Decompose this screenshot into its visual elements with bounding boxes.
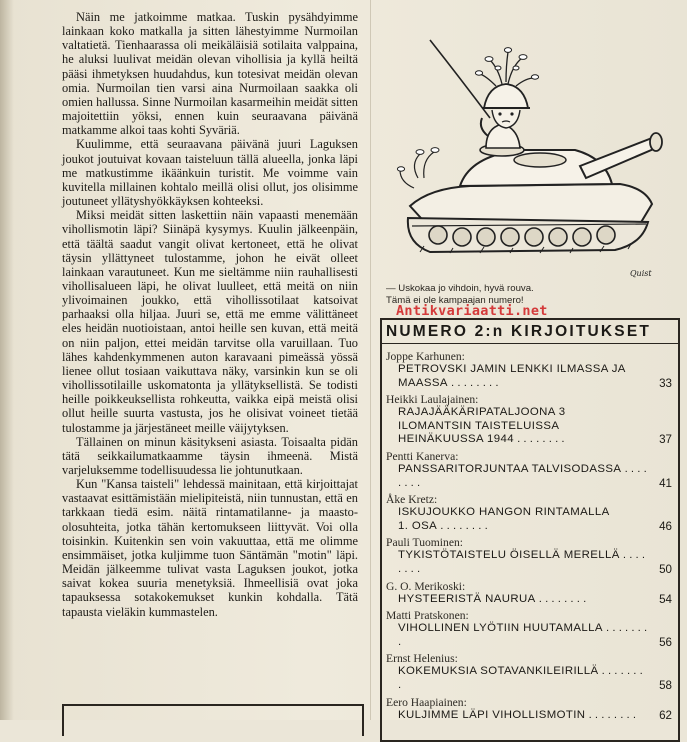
toc-author: Joppe Karhunen: [386,350,465,363]
tank-cartoon [390,38,680,283]
toc-title: PANSSARITORJUNTAA TALVISODASSA . . . [382,463,678,490]
toc-entry[interactable] [382,393,678,447]
toc-author: Eero Haapiainen: [386,695,467,709]
page-spine-shadow [0,0,14,720]
next-article-box [62,704,364,736]
toc-title: VIHOLLINEN LYÖTIIN HUUTAMALLA . . . [382,622,678,649]
table-of-contents [380,318,680,742]
toc-title: KOKEMUKSIA SOTAVANKILEIRILLÄ . . . [382,665,678,692]
toc-entry[interactable] [382,536,678,576]
toc-entry[interactable] [382,580,678,607]
toc-title: RAJAJÄÄKÄRIPATALJOONA 3 [398,406,566,419]
toc-entries [382,350,678,725]
toc-author: Pauli Tuominen: [386,536,463,550]
toc-page-number: 41 [659,476,672,490]
toc-page-number: 54 [659,592,672,606]
toc-title: HEINÄKUUSSA 1944 . . . [382,433,678,447]
toc-entry[interactable] [382,450,678,490]
toc-title: HYSTEERISTÄ NAURUA . . . [382,593,678,607]
article-paragraph: Miksi meidät sitten laskettiin näin vapaasti menemään vihollismotin läpi? Siinäpä kysymys. Kuulin jälkeenpäin, että täältä saadut vangit olivat kertoneet, että he olivat täysin yllättyneet tulostamme, johon he eivät olleet lainkaan varautuneet. Kun me sieltämme niin rauhallisesti vihollisalueen läpi, he olivat luulleet, että meitä on niin ylivoimainen joukko, että vihollissotilaat katsoivat parhaaksi olla hiljaa. Juuri se, että me emme välittäneet eles heidän nuotioistaan, antoi heille sen kuvan, että meitä on niin paljon, ettei meidän tarvitse olla varuillaan. Tuo lähes kahdenkymmenen auton karavaani pimeässä yössä lienee ollut tosiaan vaikuttava näky, varsinkin kun se oli vihollissotilaille uskomatonta ja yllätyksellistä. Se todisti heille poikkeuksellista rohkeutta, vaikka eipä meistä olisi ollut heille suurta vastusta, jos he olisivat voineet tietää tulostamme ja järjestäneet meille väijytyksen. [62,208,358,435]
toc-entry[interactable] [382,493,678,533]
toc-page-number: 50 [659,562,672,576]
toc-title: MAASSA . . . [382,377,678,391]
article-paragraph: Kun "Kansa taisteli" lehdessä mainitaan, että kirjoittajat vastaavat esittämistään mielipiteistä, niin tunnustan, että en tarkkaan tiedä esim. näitä rintamatilanne- ja maasto-olosuhteita, jotka tähän kertomukseen liittyvät. Voi olla toisinkin. Kuitenkin sen voin vakuuttaa, että me olimme ensimmäiset, jotka kuljimme tuon Säntämän "motin" läpi. Meidän jälkeemme tulivat vasta Laguksen joukot, jotka saivat kokea suuria menetyksiä. Ihmeellisiä ovat joka tapauksessa sotakokemukset kunkin kohdalla. Tätä tapausta vieläkin kummastelen. [62,477,358,619]
toc-page-number: 56 [659,635,672,649]
toc-author: G. O. Merikoski: [386,579,466,593]
article-paragraph: Tällainen on minun käsitykseni asiasta. Toisaalta pidän tätä seikkailumatkaamme täysin ihmeenä. Mistä varjeluksemme todellisuudessa lie johtunutkaan. [62,434,358,477]
article-paragraph: Kuulimme, että seuraavana päivänä juuri Laguksen joukot joutuivat kovaan taisteluun tällä alueella, jonka läpi me matkustimme ikäänkuin turistit. Me voimme vain kuvitella millainen kohtalo meillä olisi ollut, jos olisimme joutuneet yllätyshyökkäyksen kohteeksi. [62,137,358,209]
toc-title: ILOMANTSIN TAISTELUISSA [398,419,560,432]
toc-title: KULJIMME LÄPI VIHOLLISMOTIN . . . [382,709,678,723]
toc-author: Pentti Kanerva: [386,449,459,463]
column-divider [370,0,371,720]
cartoonist-signature: Quist [630,269,652,278]
toc-page-number: 58 [659,678,672,692]
toc-title: 1. OSA . . . [382,520,678,534]
watermark-text: Antikvariaatti.net [396,303,548,319]
toc-author: Ernst Helenius: [386,652,458,666]
toc-title: PETROVSKI JAMIN LENKKI ILMASSA JA [398,363,626,375]
toc-page-number: 62 [659,708,672,722]
toc-author: Matti Pratskonen: [386,609,469,623]
caption-line: Tämä ei ole kampaajan numero! [386,294,524,306]
toc-entry[interactable] [382,350,678,390]
toc-page-number: 46 [659,519,672,533]
toc-author: Åke Kretz: [386,493,438,507]
toc-page-number: 33 [659,376,672,390]
caption-line: — Uskokaa jo vihdoin, hyvä rouva. [386,283,534,294]
toc-author: Heikki Laulajainen: [386,393,479,407]
toc-entry[interactable] [382,696,678,723]
toc-page-number: 37 [659,433,672,447]
article-text [62,10,358,619]
toc-entry[interactable] [382,609,678,649]
article-paragraph: Näin me jatkoimme matkaa. Tuskin pysähdyimme lainkaan koko matkalla ja sitten lähestyimme Nurmoilan valtatietä. Tienhaarassa oli meikäläisiä sotilaita valppaina, he aluksi luulivat meidän olevan vihollisia ja kyllä heiltä pääsi ihmetyksen huudahdus, kun totesivat meidän olevan omia. Nurmoilan tien varsi aina Nurmoilaan saakka oli omien hallussa. Sinne Nurmoilan kasarmeihin meidät sitten majoitettiin yöksi, ennen kuin seuraavana päivänä matkamme alkoi taas kohti Syväriä. [62,10,358,138]
toc-header: NUMERO 2:n KIRJOITUKSET [382,320,678,344]
toc-title: ISKUJOUKKO HANGON RINTAMALLA [398,506,610,519]
toc-title: TYKISTÖTAISTELU ÖISELLÄ MERELLÄ . . . [382,549,678,576]
toc-entry[interactable] [382,652,678,692]
